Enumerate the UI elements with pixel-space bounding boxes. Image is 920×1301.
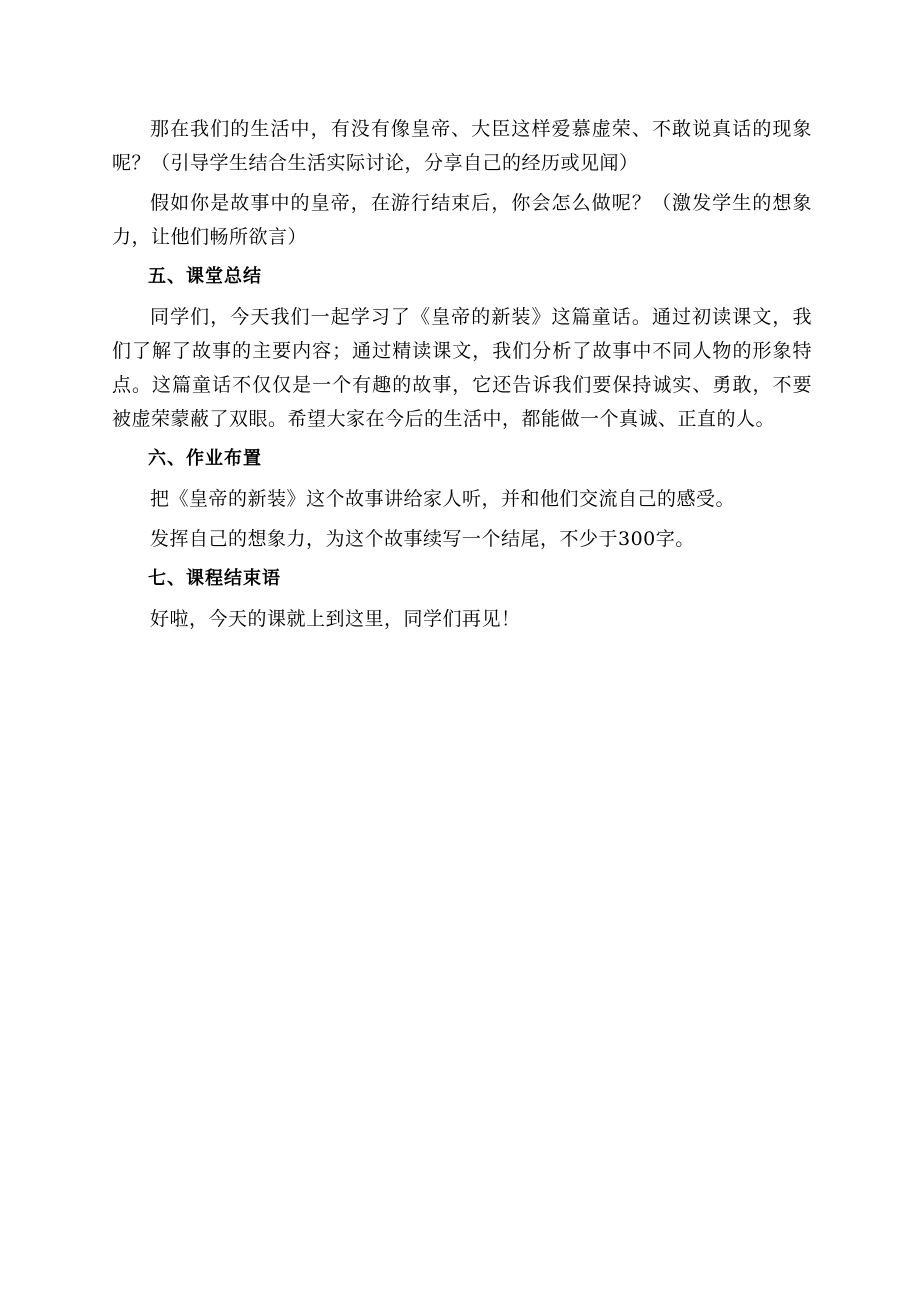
- section-heading-summary: 五、课堂总结: [148, 266, 262, 287]
- paragraph-imagination-question: 假如你是故事中的皇帝，在游行结束后，你会怎么做呢？（激发学生的想象力，让他们畅所欲言）: [112, 192, 812, 248]
- paragraph-homework-2: 发挥自己的想象力，为这个故事续写一个结尾，不少于300字。: [150, 528, 695, 550]
- section-heading-closing: 七、课程结束语: [148, 568, 281, 589]
- document-page: [112, 112, 812, 642]
- paragraph-summary: 同学们，今天我们一起学习了《皇帝的新装》这篇童话。通过初读课文，我们了解了故事的主要内容；通过精读课文，我们分析了故事中不同人物的形象特点。这篇童话不仅仅是一个有趣的故事，它还告诉我们要保持诚实、勇敢，不要被虚荣蒙蔽了双眼。希望大家在今后的生活中，都能做一个真诚、正直的人。: [112, 306, 812, 430]
- paragraph-discussion-question: 那在我们的生活中，有没有像皇帝、大臣这样爱慕虚荣、不敢说真话的现象呢？（引导学生结合生活实际讨论，分享自己的经历或见闻）: [112, 118, 812, 174]
- section-heading-homework: 六、作业布置: [148, 448, 262, 469]
- paragraph-closing: 好啦，今天的课就上到这里，同学们再见！: [150, 608, 521, 630]
- paragraph-homework-1: 把《皇帝的新装》这个故事讲给家人听，并和他们交流自己的感受。: [150, 488, 736, 510]
